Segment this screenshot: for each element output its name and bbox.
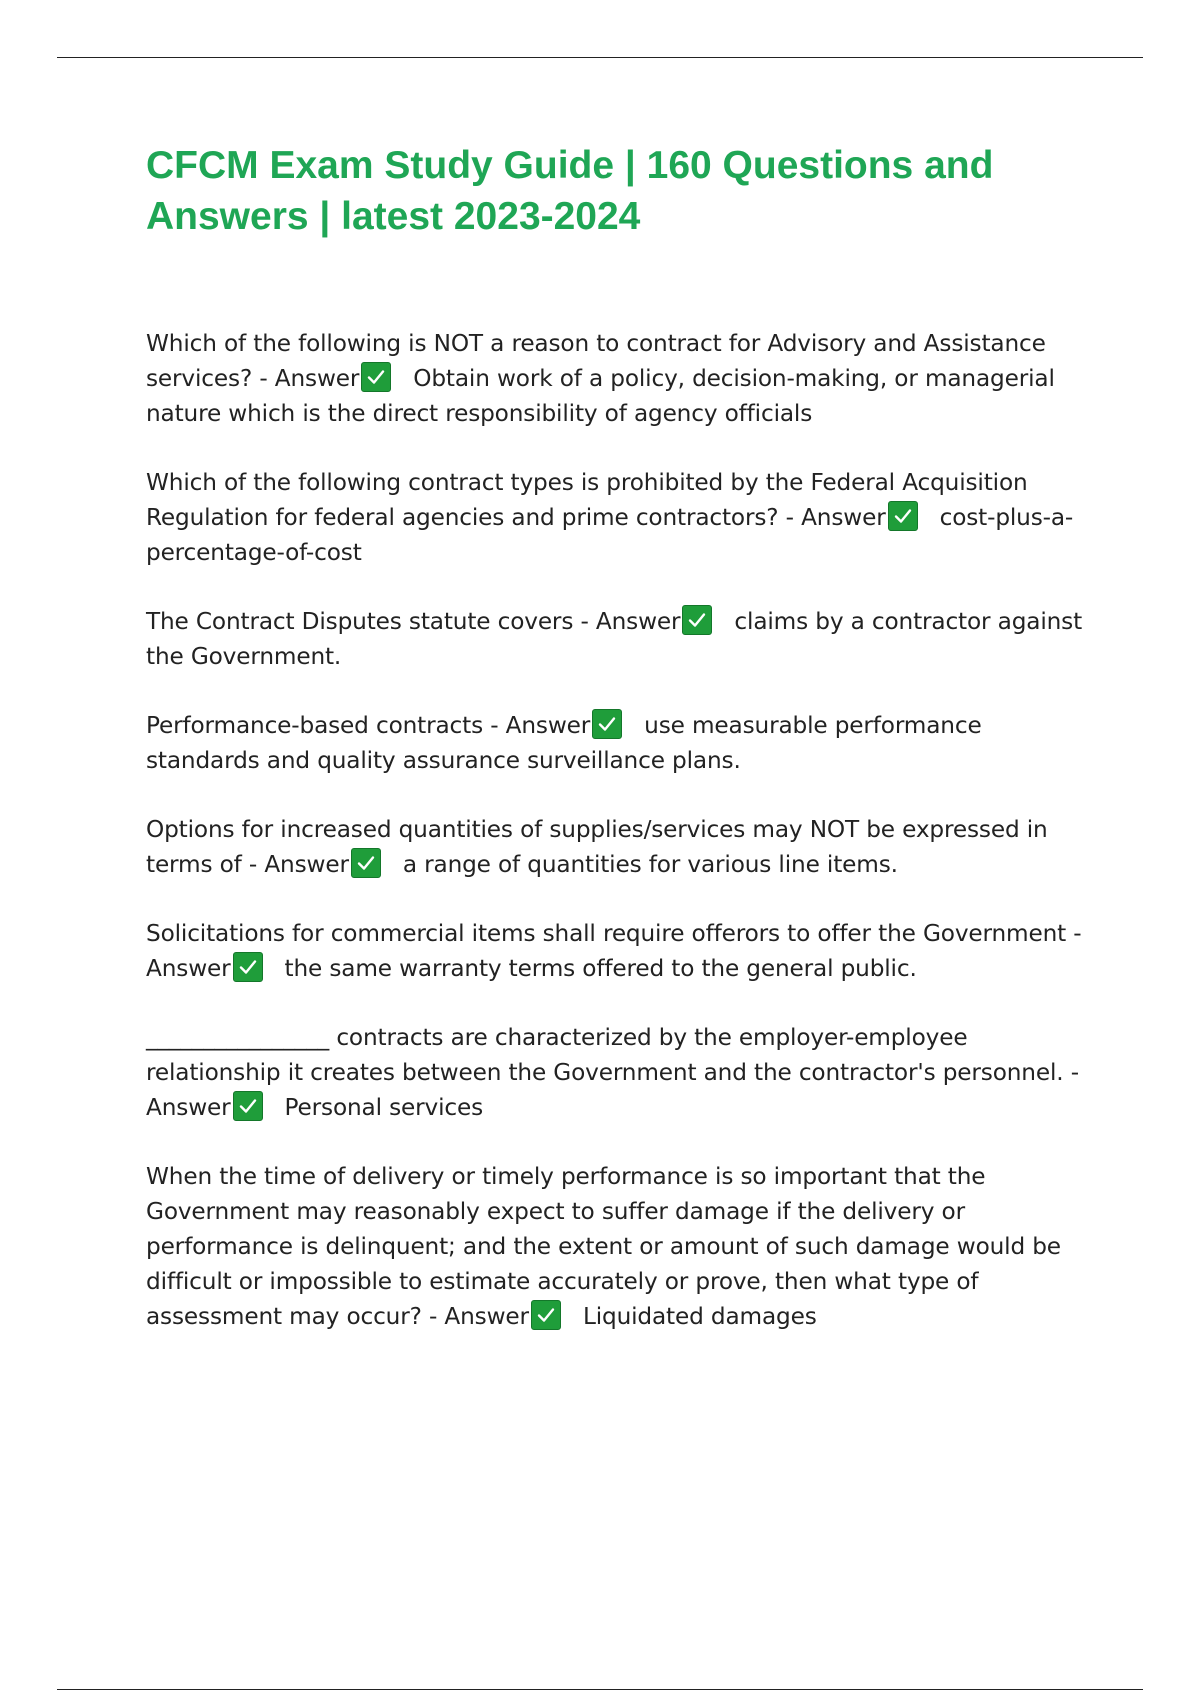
qa-list bbox=[146, 326, 1086, 1368]
qa-item bbox=[146, 1159, 1086, 1334]
qa-item bbox=[146, 916, 1086, 986]
question-text: ________________ contracts are characterized by the employer-employee relationship it creates between the Government and the contractor's personnel. - Answer bbox=[146, 1024, 1079, 1121]
bottom-rule bbox=[57, 1689, 1143, 1690]
qa-item bbox=[146, 604, 1086, 674]
check-icon bbox=[592, 709, 622, 739]
check-icon bbox=[531, 1300, 561, 1330]
check-icon bbox=[361, 362, 391, 392]
question-text: Which of the following is NOT a reason to contract for Advisory and Assistance services? - Answer bbox=[146, 330, 1046, 392]
qa-item bbox=[146, 1020, 1086, 1125]
answer-text: Liquidated damages bbox=[582, 1303, 817, 1330]
question-text: Which of the following contract types is prohibited by the Federal Acquisition Regulation for federal agencies and prime contractors? - Answer bbox=[146, 469, 1028, 531]
document-title: CFCM Exam Study Guide | 160 Questions and Answers | latest 2023-2024 bbox=[146, 144, 994, 238]
answer-text: cost-plus-a-percentage-of-cost bbox=[146, 504, 1074, 566]
qa-item bbox=[146, 465, 1086, 570]
qa-item bbox=[146, 326, 1086, 431]
top-rule bbox=[57, 57, 1143, 58]
answer-text: a range of quantities for various line items. bbox=[402, 851, 898, 878]
answer-text: use measurable performance standards and quality assurance surveillance plans. bbox=[146, 712, 982, 774]
question-text: Performance-based contracts - Answer bbox=[146, 712, 591, 739]
qa-item bbox=[146, 812, 1086, 882]
answer-text: Obtain work of a policy, decision-making, or managerial nature which is the direct responsibility of agency officials bbox=[146, 365, 1055, 427]
answer-text: Personal services bbox=[284, 1094, 484, 1121]
check-icon bbox=[233, 952, 263, 982]
question-text: Options for increased quantities of supplies/services may NOT be expressed in terms of - Answer bbox=[146, 816, 1048, 878]
answer-text: claims by a contractor against the Government. bbox=[146, 608, 1083, 670]
check-icon bbox=[233, 1091, 263, 1121]
question-text: When the time of delivery or timely performance is so important that the Government may reasonably expect to suffer damage if the delivery or performance is delinquent; and the extent or amount of such damage would be difficult or impossible to estimate accurately or prove, then what type of assessment may occur? - Answer bbox=[146, 1163, 1061, 1330]
answer-text: the same warranty terms offered to the general public. bbox=[284, 955, 917, 982]
qa-item bbox=[146, 708, 1086, 778]
question-text: Solicitations for commercial items shall require offerors to offer the Government - Answer bbox=[146, 920, 1082, 982]
check-icon bbox=[888, 501, 918, 531]
check-icon bbox=[351, 848, 381, 878]
check-icon bbox=[682, 605, 712, 635]
question-text: The Contract Disputes statute covers - Answer bbox=[146, 608, 681, 635]
